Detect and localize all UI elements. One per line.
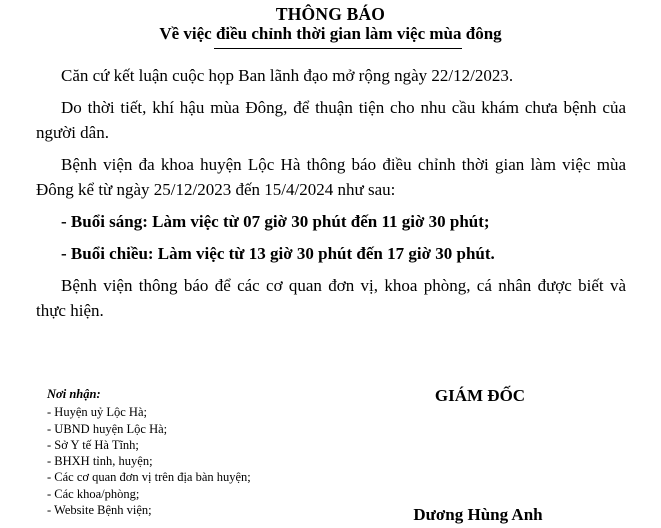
- schedule-morning: - Buổi sáng: Làm việc từ 07 giờ 30 phút đến 11 giờ 30 phút;: [61, 212, 490, 231]
- document-title: THÔNG BÁO: [275, 4, 386, 24]
- title-underline: [214, 48, 462, 49]
- document-subtitle: Về việc điều chỉnh thời gian làm việc mùa đông: [159, 24, 502, 43]
- recipient-item: - Huyện uỷ Lộc Hà;: [47, 405, 147, 420]
- notice-body: [36, 63, 626, 330]
- recipient-item: - BHXH tỉnh, huyện;: [47, 454, 153, 469]
- paragraph-closing: Bệnh viện thông báo để các cơ quan đơn vị, khoa phòng, cá nhân được biết và thực hiện.: [36, 276, 626, 320]
- signer-title: GIÁM ĐỐC: [434, 386, 526, 405]
- schedule-afternoon: - Buổi chiều: Làm việc từ 13 giờ 30 phút đến 17 giờ 30 phút.: [61, 244, 495, 263]
- signer-name: Dương Hùng Anh: [413, 505, 543, 524]
- recipient-item: - Website Bệnh viện;: [47, 503, 152, 518]
- recipients-heading: Nơi nhận:: [47, 387, 101, 401]
- recipients-block: [47, 386, 251, 518]
- paragraph-basis: Căn cứ kết luận cuộc họp Ban lãnh đạo mở rộng ngày 22/12/2023.: [61, 66, 514, 85]
- recipient-item: - Các cơ quan đơn vị trên địa bàn huyện;: [47, 470, 251, 485]
- recipient-item: - Các khoa/phòng;: [47, 486, 140, 501]
- recipient-item: - Sở Y tế Hà Tĩnh;: [47, 437, 139, 452]
- recipient-item: - UBND huyện Lộc Hà;: [47, 421, 168, 436]
- paragraph-reason: Do thời tiết, khí hậu mùa Đông, để thuận tiện cho nhu cầu khám chưa bệnh của người dân.: [36, 98, 626, 142]
- paragraph-announcement: Bệnh viện đa khoa huyện Lộc Hà thông báo điều chỉnh thời gian làm việc mùa Đông kể từ ngày 25/12/2023 đến 15/4/2024 như sau:: [36, 155, 626, 199]
- recipients-list: [47, 404, 251, 518]
